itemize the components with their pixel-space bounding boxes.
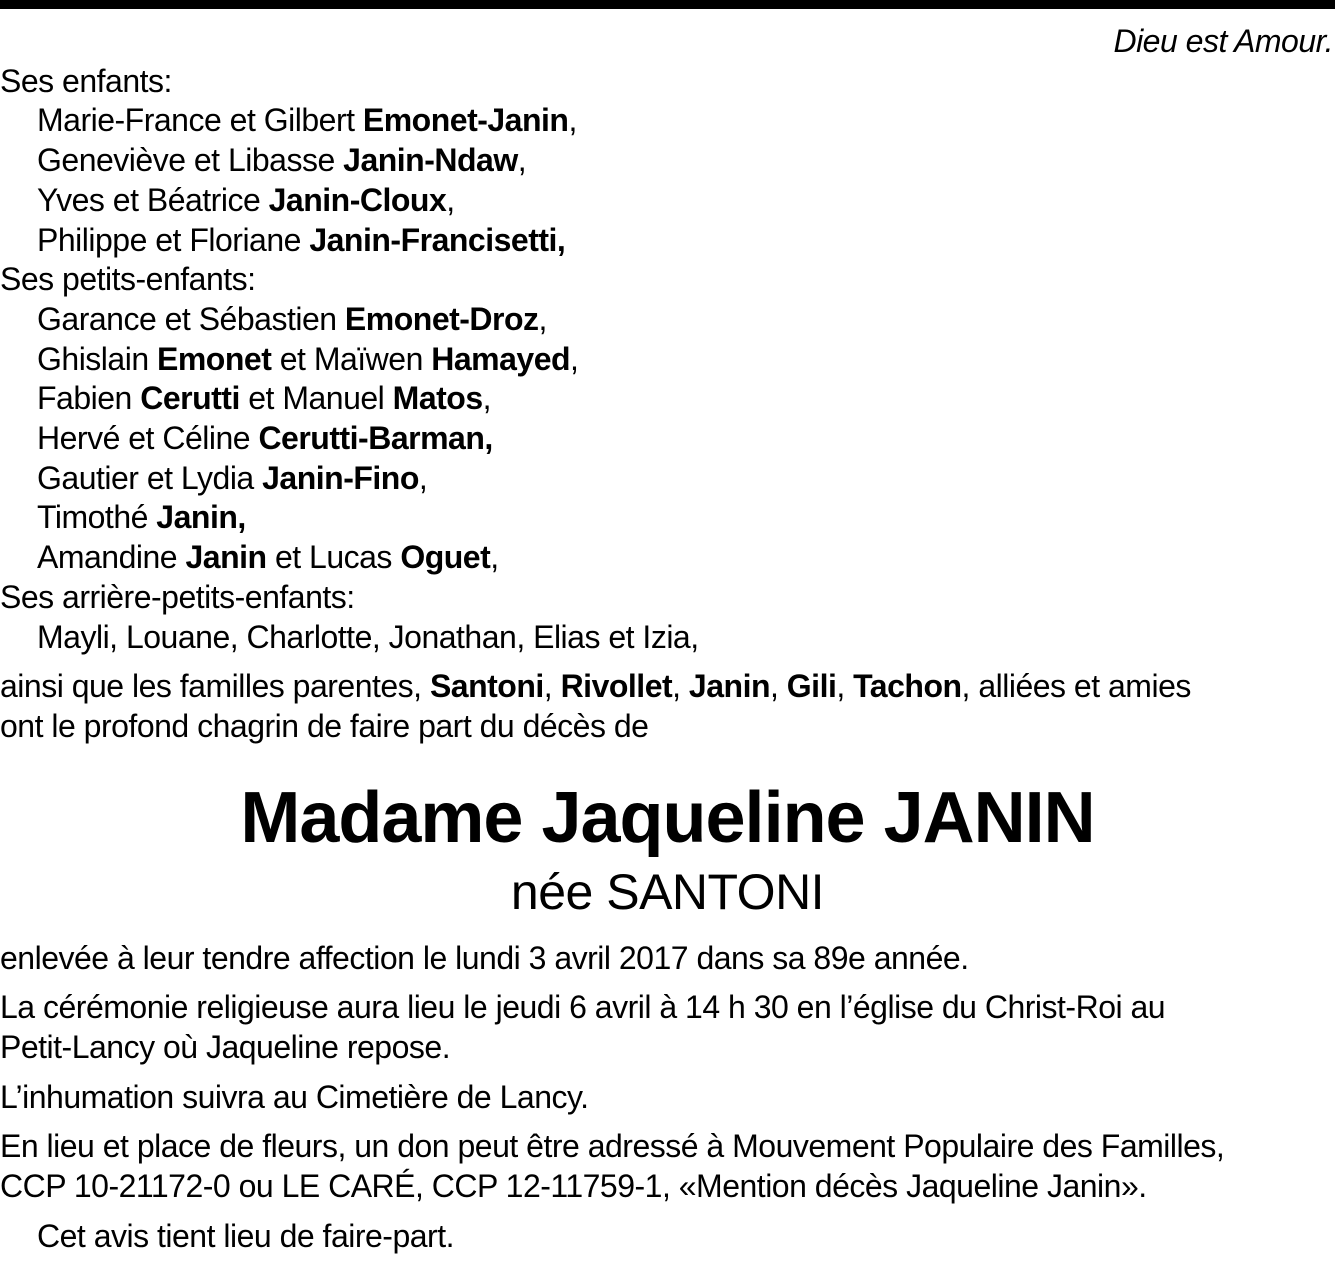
grandchildren-heading: Ses petits-enfants: — [0, 261, 256, 298]
grandchild-entry: Hervé et Céline Cerutti-Barman, — [37, 420, 493, 457]
deceased-name: Madame Jaqueline JANIN — [240, 777, 1095, 858]
grandchild-entry: Amandine Janin et Lucas Oguet, — [37, 539, 499, 576]
great-grandchildren-heading: Ses arrière-petits-enfants: — [0, 578, 355, 615]
grandchild-entry: Gautier et Lydia Janin-Fino, — [37, 459, 428, 496]
maiden-name: née SANTONI — [510, 863, 825, 920]
ceremony-paragraph: La cérémonie religieuse aura lieu le jeudi 6 avril à 14 h 30 en l’église du Christ-Roi au Petit-Lancy où Jaqueline repose. — [0, 989, 1166, 1066]
grandchild-entry: Ghislain Emonet et Maïwen Hamayed, — [37, 340, 579, 377]
children-heading: Ses enfants: — [0, 62, 172, 99]
grandchild-entry: Garance et Sébastien Emonet-Droz, — [37, 300, 547, 337]
obituary-notice — [0, 22, 1335, 1257]
announcement-line: ont le profond chagrin de faire part du décès de — [0, 707, 649, 744]
child-entry: Yves et Béatrice Janin-Cloux, — [37, 181, 455, 218]
child-entry: Philippe et Floriane Janin-Francisetti, — [37, 221, 566, 258]
motto: Dieu est Amour. — [1113, 23, 1333, 59]
donation-paragraph: En lieu et place de fleurs, un don peut être adressé à Mouvement Populaire des Familles, CCP 10-21172-0 ou LE CARÉ, CCP 12-11759-1, «Mention décès Jaqueline Janin». — [0, 1128, 1225, 1205]
burial-paragraph: L’inhumation suivra au Cimetière de Lancy. — [0, 1078, 589, 1115]
grandchild-entry: Timothé Janin, — [37, 499, 246, 536]
top-rule — [0, 0, 1335, 9]
grandchild-entry: Fabien Cerutti et Manuel Matos, — [37, 380, 491, 417]
death-notice: enlevée à leur tendre affection le lundi 3 avril 2017 dans sa 89e année. — [0, 939, 969, 976]
child-entry: Geneviève et Libasse Janin-Ndaw, — [37, 142, 527, 179]
great-grandchildren-list: Mayli, Louane, Charlotte, Jonathan, Elias et Izia, — [37, 618, 699, 655]
families-line: ainsi que les familles parentes, Santoni, Rivollet, Janin, Gili, Tachon, alliées et amies — [0, 668, 1191, 705]
child-entry: Marie-France et Gilbert Emonet-Janin, — [37, 102, 577, 139]
closing-line: Cet avis tient lieu de faire-part. — [37, 1217, 454, 1254]
